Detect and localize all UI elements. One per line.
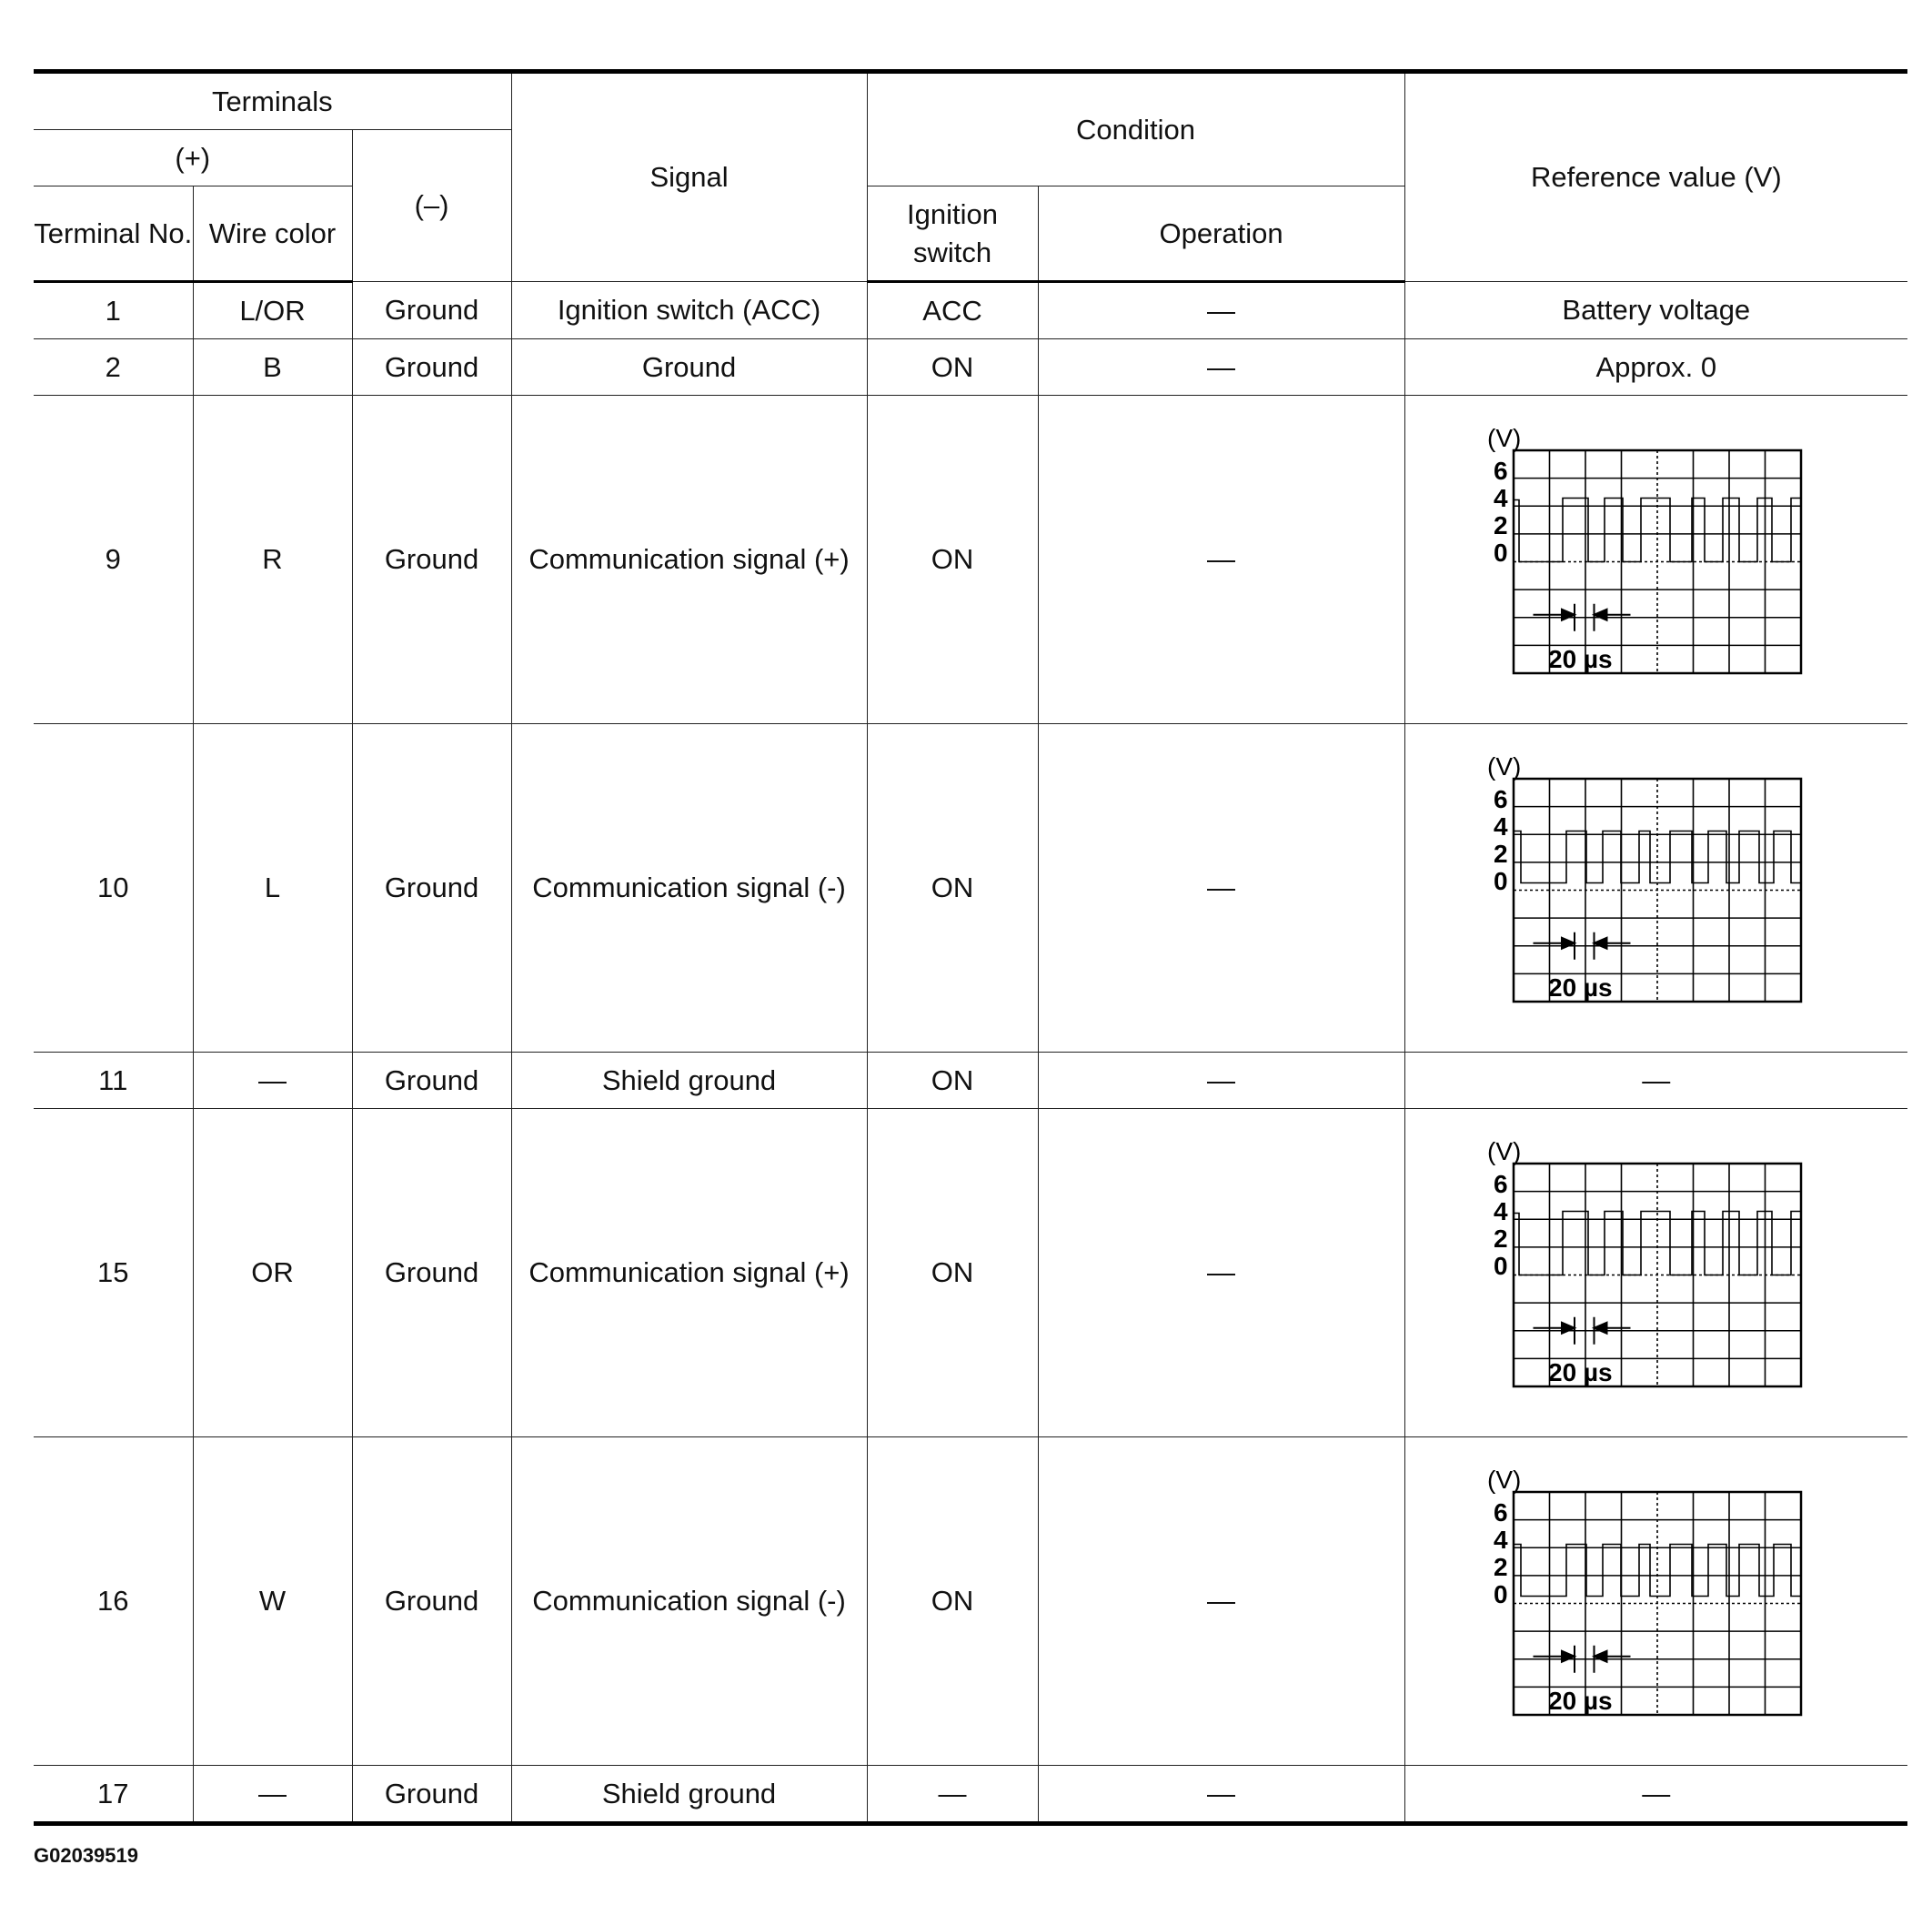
reference-value: —	[1404, 1053, 1907, 1109]
header-signal: Signal	[511, 72, 867, 282]
terminal-reference-table-container	[34, 69, 1907, 1826]
waveform-time-label: 20 µs	[1547, 1358, 1613, 1386]
operation: —	[1038, 1053, 1404, 1109]
waveform-unit-label: (V)	[1486, 752, 1521, 781]
reference-value: —	[1404, 1766, 1907, 1824]
waveform-oscilloscope-minus	[1437, 751, 1819, 1024]
table-row	[34, 282, 1907, 339]
negative-terminal: Ground	[352, 1766, 511, 1824]
waveform-time-label: 20 µs	[1547, 1687, 1613, 1715]
waveform-y-tick: 2	[1493, 1553, 1508, 1581]
ignition-switch: ON	[867, 1437, 1038, 1766]
wire-color: R	[193, 396, 352, 724]
waveform-y-tick: 6	[1493, 457, 1508, 485]
header-ignition-switch: Ignition switch	[867, 186, 1038, 282]
table-row	[34, 1766, 1907, 1824]
table-row	[34, 724, 1907, 1053]
operation: —	[1038, 282, 1404, 339]
waveform-y-tick: 0	[1493, 539, 1508, 567]
waveform-unit-label: (V)	[1486, 1137, 1521, 1165]
header-reference-value: Reference value (V)	[1404, 72, 1907, 282]
ignition-switch: ON	[867, 339, 1038, 396]
terminal-no: 11	[34, 1053, 193, 1109]
operation: —	[1038, 1109, 1404, 1437]
operation: —	[1038, 339, 1404, 396]
wire-color: OR	[193, 1109, 352, 1437]
oscilloscope-graphic	[1437, 1136, 1819, 1409]
terminal-no: 17	[34, 1766, 193, 1824]
negative-terminal: Ground	[352, 282, 511, 339]
signal-name: Ignition switch (ACC)	[511, 282, 867, 339]
header-terminal-no: Terminal No.	[34, 186, 193, 282]
header-operation: Operation	[1038, 186, 1404, 282]
header-terminals: Terminals	[34, 72, 511, 130]
reference-value: Approx. 0	[1404, 339, 1907, 396]
oscilloscope-graphic	[1437, 751, 1819, 1024]
reference-value: Battery voltage	[1404, 282, 1907, 339]
terminal-no: 1	[34, 282, 193, 339]
ignition-switch: ON	[867, 724, 1038, 1053]
reference-waveform-cell	[1404, 724, 1907, 1053]
signal-name: Shield ground	[511, 1766, 867, 1824]
wire-color: B	[193, 339, 352, 396]
signal-name: Communication signal (-)	[511, 724, 867, 1053]
waveform-y-tick: 4	[1493, 1197, 1508, 1225]
waveform-time-label: 20 µs	[1547, 973, 1613, 1002]
oscilloscope-graphic	[1437, 423, 1819, 696]
signal-name: Shield ground	[511, 1053, 867, 1109]
waveform-oscilloscope-minus	[1437, 1465, 1819, 1738]
ignition-switch: —	[867, 1766, 1038, 1824]
waveform-y-tick: 2	[1493, 840, 1508, 868]
waveform-time-label: 20 µs	[1547, 645, 1613, 673]
waveform-y-tick: 4	[1493, 484, 1508, 512]
wire-color: —	[193, 1053, 352, 1109]
waveform-y-tick: 4	[1493, 1526, 1508, 1554]
wire-color: L/OR	[193, 282, 352, 339]
header-minus: (–)	[352, 130, 511, 282]
wire-color: —	[193, 1766, 352, 1824]
waveform-y-tick: 0	[1493, 1252, 1508, 1280]
negative-terminal: Ground	[352, 339, 511, 396]
operation: —	[1038, 1766, 1404, 1824]
header-plus: (+)	[34, 130, 352, 186]
negative-terminal: Ground	[352, 1437, 511, 1766]
figure-code: G02039519	[34, 1844, 138, 1867]
waveform-y-tick: 2	[1493, 1225, 1508, 1253]
ignition-switch: ON	[867, 1053, 1038, 1109]
signal-name: Communication signal (+)	[511, 396, 867, 724]
negative-terminal: Ground	[352, 396, 511, 724]
negative-terminal: Ground	[352, 1053, 511, 1109]
terminal-reference-table	[34, 69, 1907, 1826]
table-row	[34, 1053, 1907, 1109]
ignition-switch: ON	[867, 1109, 1038, 1437]
waveform-y-tick: 2	[1493, 511, 1508, 539]
signal-name: Communication signal (+)	[511, 1109, 867, 1437]
table-row	[34, 339, 1907, 396]
table-row	[34, 1109, 1907, 1437]
header-wire-color: Wire color	[193, 186, 352, 282]
header-condition: Condition	[867, 72, 1404, 186]
operation: —	[1038, 724, 1404, 1053]
reference-waveform-cell	[1404, 396, 1907, 724]
terminal-no: 9	[34, 396, 193, 724]
wire-color: W	[193, 1437, 352, 1766]
signal-name: Ground	[511, 339, 867, 396]
terminal-no: 2	[34, 339, 193, 396]
negative-terminal: Ground	[352, 1109, 511, 1437]
operation: —	[1038, 1437, 1404, 1766]
waveform-y-tick: 6	[1493, 1170, 1508, 1198]
operation: —	[1038, 396, 1404, 724]
terminal-no: 10	[34, 724, 193, 1053]
waveform-oscilloscope-plus	[1437, 423, 1819, 696]
reference-waveform-cell	[1404, 1109, 1907, 1437]
waveform-unit-label: (V)	[1486, 424, 1521, 452]
waveform-y-tick: 0	[1493, 1580, 1508, 1608]
waveform-y-tick: 6	[1493, 785, 1508, 813]
reference-waveform-cell	[1404, 1437, 1907, 1766]
wire-color: L	[193, 724, 352, 1053]
table-row	[34, 396, 1907, 724]
waveform-y-tick: 0	[1493, 867, 1508, 895]
negative-terminal: Ground	[352, 724, 511, 1053]
ignition-switch: ACC	[867, 282, 1038, 339]
waveform-y-tick: 4	[1493, 812, 1508, 841]
terminal-no: 16	[34, 1437, 193, 1766]
oscilloscope-graphic	[1437, 1465, 1819, 1738]
ignition-switch: ON	[867, 396, 1038, 724]
table-row	[34, 1437, 1907, 1766]
waveform-y-tick: 6	[1493, 1498, 1508, 1527]
waveform-oscilloscope-plus	[1437, 1136, 1819, 1409]
terminal-no: 15	[34, 1109, 193, 1437]
waveform-unit-label: (V)	[1486, 1466, 1521, 1494]
signal-name: Communication signal (-)	[511, 1437, 867, 1766]
